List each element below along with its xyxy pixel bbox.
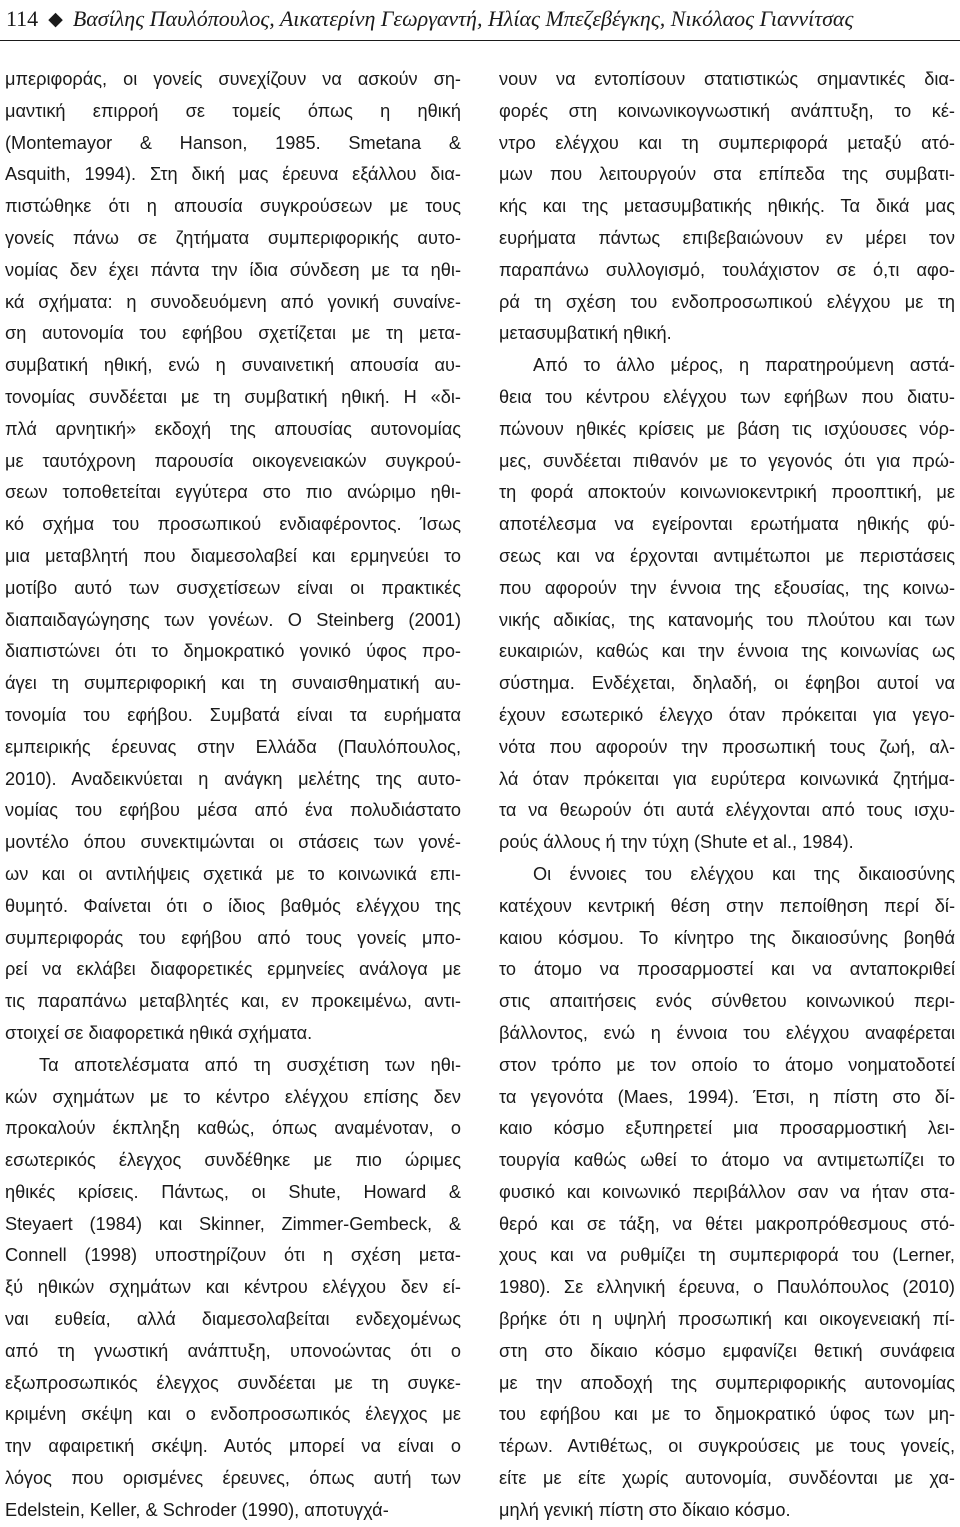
text-line: καιο κόσμο εξυπηρετεί μια προσαρμοστική λει- (499, 1118, 955, 1139)
text-line: κών σχημάτων με το κέντρο ελέγχου επίσης δεν (5, 1086, 461, 1107)
text-line: ρεί να εκλάβει διαφορετικές ερμηνείες ανάλογα με (5, 959, 461, 980)
text-line: νομίας του εφήβου μέσα από ένα πολυδιάστατο (5, 800, 461, 821)
text-line: 2010). Αναδεικνύεται η ανάγκη μελέτης της αυτο- (5, 768, 461, 789)
text-line: λόγος που ορισμένες έρευνες, όπως αυτή των (5, 1468, 461, 1489)
diamond-icon: ◆ (48, 8, 63, 30)
text-line: στη στο δίκαιο κόσμο εμφανίζει θετική συνάφεια (499, 1340, 955, 1361)
text-line: πλά αρνητική» εκδοχή της απουσίας αυτονομίας (5, 418, 461, 439)
text-line: λά όταν πρόκειται για ευρύτερα κοινωνικά ζητήμα- (499, 768, 955, 789)
text-line: ρούς άλλους ή την τύχη (Shute et al., 1984). (499, 832, 854, 853)
text-line: Από το άλλο μέρος, η παρατηρούμενη αστά- (533, 355, 955, 376)
text-line: με την αποδοχή της συμπεριφορικής αυτονομίας (499, 1372, 955, 1393)
text-line: κατέχουν κεντρική θέση στην πεποίθηση περί δί- (499, 895, 955, 916)
text-line: ευκαιριών, καθώς και την έννοια της κοινωνίας ως (499, 641, 955, 662)
text-line: ων και οι αντιλήψεις σχετικά με το κοινωνικά επι- (5, 863, 461, 884)
text-line: κό σχήμα του προσωπικού ενδιαφέροντος. Ίσως (5, 514, 461, 535)
text-line: τονομία του εφήβου. Συμβατά είναι τα ευρήματα (5, 704, 461, 725)
page-number: 114 (6, 6, 39, 31)
text-line: που αφορούν την έννοια της εξουσίας, της κοινω- (499, 577, 955, 598)
text-line: ση αυτονομία του εφήβου σχετίζεται με τη μετα- (5, 323, 461, 344)
text-line: σύστημα. Ενδέχεται, δηλαδή, οι έφηβοι αυτοί να (499, 673, 955, 694)
text-line: γονείς πάνω σε ζητήματα συμπεριφορικής αυτο- (5, 227, 461, 248)
text-line: τέρων. Αντιθέτως, οι συγκρούσεις με τους γονείς, (499, 1436, 955, 1457)
text-line: 1980). Σε ελληνική έρευνα, ο Παυλόπουλος (2010) (499, 1277, 955, 1298)
text-line: κριμένη σκέψη και ο ενδοπροσωπικός έλεγχος με (5, 1404, 461, 1425)
text-line: από τη γνωστική ανάπτυξη, υπονοώντας ότι ο (5, 1340, 461, 1361)
text-line: μαντική επιρροή σε τομείς όπως η ηθική (5, 100, 461, 121)
text-line: τουργία καθώς ωθεί το άτομο να αντιμετωπίζει το (499, 1150, 955, 1171)
text-line: εξωπροσωπικός έλεγχος συνδέεται με τη συγκε- (5, 1372, 461, 1393)
text-line: Steyaert (1984) και Skinner, Zimmer-Gembeck, & (5, 1213, 461, 1234)
text-line: διαπαιδαγώγησης των γονέων. Ο Steinberg (2001) (5, 609, 461, 630)
text-line: Οι έννοιες του ελέγχου και της δικαιοσύνης (533, 863, 955, 884)
text-line: είτε με είτε χωρίς αυτονομία, συνδέονται με χα- (499, 1468, 955, 1489)
text-line: σεως και να έρχονται αντιμέτωποι με περιστάσεις (499, 545, 955, 566)
text-line: προκαλούν έκπληξη καθώς, όπως αναμένοταν, ο (5, 1118, 461, 1139)
text-line: θερό και σε τάξη, να θέτει μακροπρόθεσμους στό- (499, 1213, 955, 1234)
text-line: τις παραπάνω μεταβλητές και, εν προκειμένω, αντι- (5, 991, 461, 1012)
text-line: διαπιστώνει ότι το δημοκρατικό γονικό ύφος προ- (5, 641, 461, 662)
text-line: άγει τη συμπεριφορική και τη συναισθηματική αυ- (5, 673, 461, 694)
text-line: φυσικό και κοινωνικό περιβάλλον σαν να ήταν στα- (499, 1181, 955, 1202)
text-line: μια μεταβλητή που διαμεσολαβεί και ερμηνεύει το (5, 545, 461, 566)
text-line: το άτομο να προσαρμοστεί και να ανταποκριθεί (499, 959, 955, 980)
running-header (6, 2, 950, 36)
text-line: ηθικές κρίσεις. Πάντως, οι Shute, Howard & (5, 1181, 461, 1202)
text-line: τα γεγονότα (Maes, 1994). Έτσι, η πίστη στο δί- (499, 1086, 955, 1107)
text-line: θυμητό. Φαίνεται ότι ο ίδιος βαθμός ελέγχου της (5, 895, 461, 916)
text-line: με ταυτόχρονη παρουσία οικογενειακών συγκρού- (5, 450, 461, 471)
text-line: σεων τοποθετείται εγγύτερα στο πιο ανώριμο ηθι- (5, 482, 461, 503)
text-line: κής και της μετασυμβατικής ηθικής. Τα δικά μας (499, 196, 955, 217)
text-line: μων που λειτουργούν στα επίπεδα της συμβατι- (499, 164, 955, 185)
text-line: πιστώθηκε ότι η απουσία συγκρούσεων με τους (5, 196, 461, 217)
text-line: στοιχεί σε διαφορετικά ηθικά σχήματα. (5, 1022, 313, 1043)
text-line: Asquith, 1994). Στη δική μας έρευνα εξάλλου δια- (5, 164, 461, 185)
text-line: κά σχήματα: η συνοδευόμενη από γονική συναίνε- (5, 291, 461, 312)
text-line: αποτέλεσμα να εγείρονται ερωτήματα ηθικής φύ- (499, 514, 955, 535)
text-line: ξύ ηθικών σχημάτων και κέντρου ελέγχου δεν εί- (5, 1277, 461, 1298)
text-line: εσωτερικός έλεγχος συνδέθηκε με πιο ώριμες (5, 1150, 461, 1171)
text-line: χους και να ρυθμίζει τη συμπεριφορά του (Lerner, (499, 1245, 955, 1266)
text-line: καιου κόσμου. Το κίνητρο της δικαιοσύνης βοηθά (499, 927, 955, 948)
text-line: τονομίας συνδέεται με τη συμβατική ηθική. Η «δι- (5, 386, 461, 407)
header-authors: Βασίλης Παυλόπουλος, Αικατερίνη Γεωργαντή, Ηλίας Μπεζεβέγκης, Νικόλαος Γιαννίτσας (72, 6, 854, 31)
text-line: στις απαιτήσεις ενός σύνθετου κοινωνικού περι- (499, 991, 955, 1012)
text-line: παραπάνω συλλογισμό, τουλάχιστον σε ό,τι αφο- (499, 259, 955, 280)
text-line: βάλλοντος, ενώ η έννοια του ελέγχου αναφέρεται (499, 1022, 955, 1043)
text-line: ρά τη σχέση του ενδοπροσωπικού ελέγχου με τη (499, 291, 955, 312)
text-line: του εφήβου και με το δημοκρατικό ύφος των μη- (499, 1404, 955, 1425)
text-line: μετασυμβατική ηθική. (499, 323, 672, 344)
text-line: στον τρόπο με τον οποίο το άτομο νοηματοδοτεί (499, 1054, 955, 1075)
text-line: μοτίβο αυτό των συσχετίσεων είναι οι πρακτικές (5, 577, 461, 598)
header-rule (0, 40, 960, 41)
right-column (499, 64, 955, 1527)
text-line: μες, συνδέεται πιθανόν με το γεγονός ότι για πρώ- (499, 450, 955, 471)
text-line: ναι ευθεία, αλλά διαμεσολαβείται ενδεχομένως (5, 1309, 461, 1330)
text-line: την αφαιρετική σκέψη. Αυτός μπορεί να είναι ο (5, 1436, 461, 1457)
text-line: συμβατική ηθική, ενώ η συναινετική απουσία αυ- (5, 355, 461, 376)
text-line: νομίας δεν έχει πάντα την ίδια σύνδεση με τα ηθι- (5, 259, 461, 280)
text-line: έχουν εσωτερικό έλεγχο όταν πρόκειται για γεγο- (499, 704, 955, 725)
text-line: βρήκε ότι η υψηλή προσωπική και οικογενειακή πί- (499, 1309, 955, 1330)
text-line: Edelstein, Keller, & Schroder (1990), αποτυγχά- (5, 1499, 389, 1520)
text-line: ντρο ελέγχου και τη συμπεριφορά μεταξύ ατό- (499, 132, 955, 153)
left-column (5, 64, 461, 1527)
text-line: πώνουν ηθικές κρίσεις με βάση τις ισχύουσες νόρ- (499, 418, 955, 439)
text-line: μπεριφοράς, οι γονείς συνεχίζουν να ασκούν ση- (5, 69, 461, 89)
text-line: (Montemayor & Hanson, 1985. Smetana & (5, 132, 461, 153)
text-line: φορές στη κοινωνικογνωστική ανάπτυξη, το κέ- (499, 100, 955, 121)
text-line: νότα που αφορούν την προσωπική τους ζωή, αλ- (499, 736, 955, 757)
text-line: Τα αποτελέσματα από τη συσχέτιση των ηθι- (39, 1054, 461, 1075)
text-line: συμπεριφοράς του εφήβου από τους γονείς μπο- (5, 927, 461, 948)
text-line: τα να θεωρούν ότι αυτά ελέγχονται από τους ισχυ- (499, 800, 955, 821)
text-line: τη φορά αποκτούν κοινωνιοκεντρική προοπτική, με (499, 482, 955, 503)
text-line: Connell (1998) υποστηρίζουν ότι η σχέση μετα- (5, 1245, 461, 1266)
text-line: ευρήματα πάντως επιβεβαιώνουν εν μέρει τον (499, 227, 955, 248)
text-line: θεια του κέντρου ελέγχου των εφήβων που διατυ- (499, 386, 955, 407)
text-line: νουν να εντοπίσουν στατιστικώς σημαντικές δια- (499, 69, 955, 89)
text-line: νικής αδικίας, της κατανομής του πλούτου και των (499, 609, 955, 630)
text-line: εμπειρικής έρευνας στην Ελλάδα (Παυλόπουλος, (5, 736, 461, 757)
text-line: μοντέλο όπου συνεκτιμώνται οι στάσεις των γονέ- (5, 832, 461, 853)
text-line: μηλή γενική πίστη στο δίκαιο κόσμο. (499, 1499, 791, 1520)
